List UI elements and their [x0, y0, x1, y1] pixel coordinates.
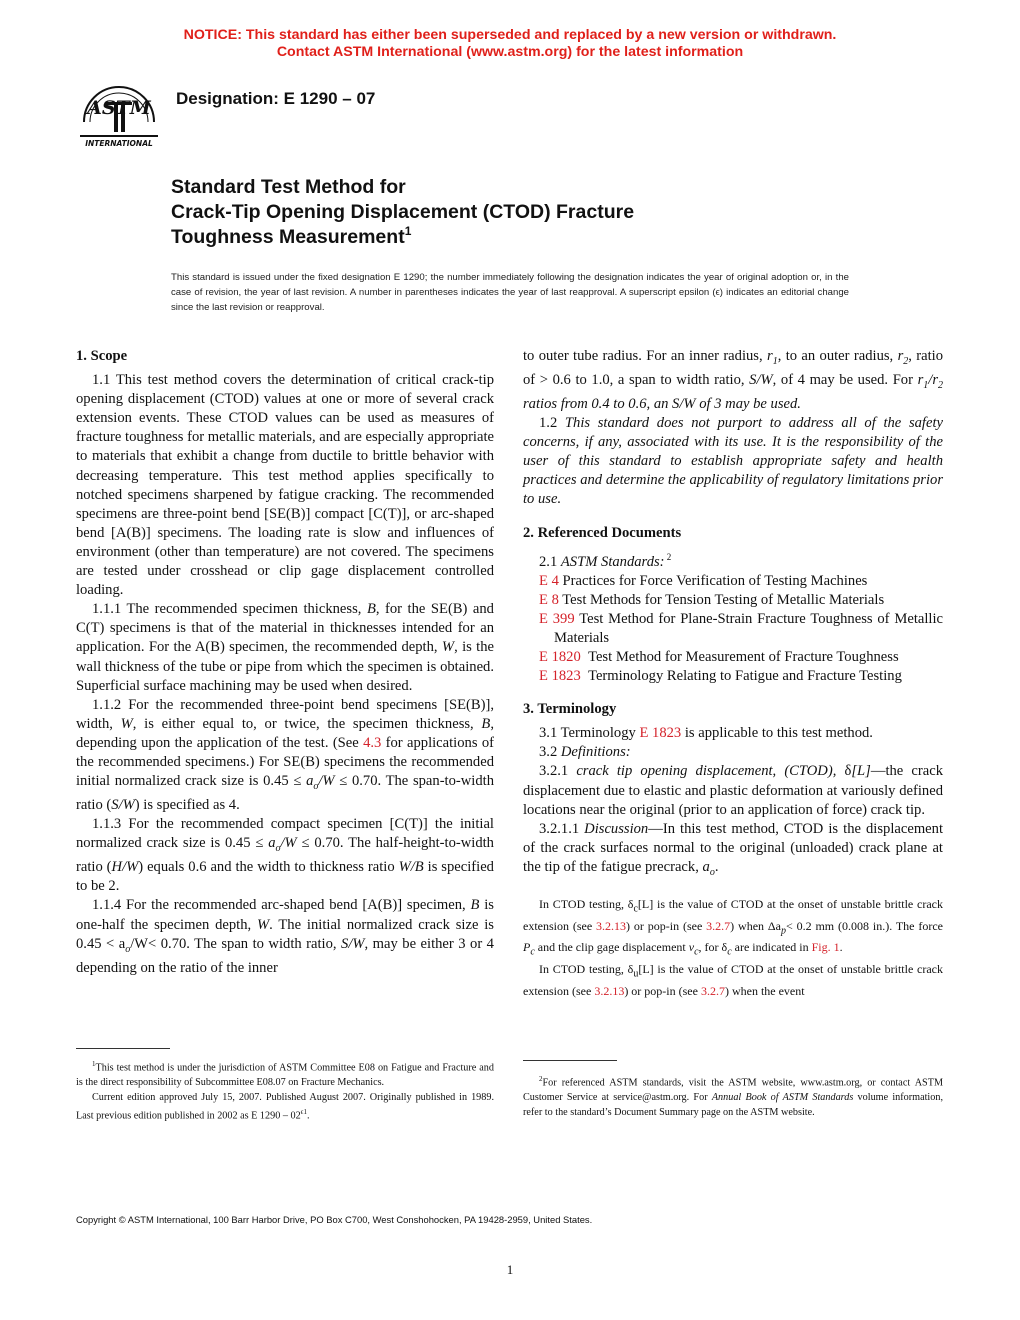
- footnote-2: $^2$For referenced ASTM standards, visit the ASTM website, www.astm.org, or contact ASTM Customer Service at service@astm.org. For Annual Book of ASTM Standards volume information, refer to the standard’s Document Summary page on the ASTM website.: [523, 1075, 943, 1119]
- para-1-1-4: 1.1.4 For the recommended arc-shaped bend [A(B)] specimen, B is one-half the specimen depth, W. The initial normalized crack size is $0.45 < a_o/W< 0.70$. The span to width ratio, S/W, may be either 3 or 4 depending on the ratio of the inner: [76, 897, 494, 976]
- footnote-left: [76, 1057, 494, 1124]
- reference-link-e4[interactable]: E 4: [539, 572, 559, 589]
- issue-statement: This standard is issued under the fixed designation E 1290; the number immediately following the designation indicates the year of original adoption or, in the case of revision, the year of last revision. A number in parentheses indicates the year of last reapproval. A superscript epsilon (ϵ) indicates an editorial change since the last revision or reapproval.: [171, 272, 849, 313]
- reference-item: E 4 Practices for Force Verification of Testing Machines: [539, 572, 868, 589]
- title-footnote-mark[interactable]: 1: [404, 224, 412, 238]
- figure-link-fig-1[interactable]: Fig. 1: [811, 940, 840, 955]
- footnote-right: [523, 1072, 943, 1120]
- note-link-3-2-7[interactable]: 3.2.7: [700, 983, 725, 998]
- note-delta-c: In CTOD testing, $\delta_c[L]$ is the value of CTOD at the onset of unstable brittle crack extension (see 3.2.13) or pop-in (see 3.2.7) when $\Delta a_p< 0.2$ mm (0.008 in.). The force $P_c$ and the clip gage displacement $v_c$, for $\delta_c$ are indicated in Fig. 1.: [523, 896, 944, 958]
- logo-text: ASTM: [87, 97, 151, 119]
- para-3-2-1-1: 3.2.1.1 Discussion—In this test method, CTOD is the displacement of the crack surfaces normal to the original (unloaded) crack plane at the tip of the fatigue precrack, $a_o$.: [523, 820, 943, 878]
- note-delta-u: In CTOD testing, $\delta_u[L]$ is the value of CTOD at the onset of unstable brittle crack extension (see 3.2.13) or pop-in (see 3.2.7) when the event: [523, 961, 943, 998]
- reference-list: [523, 572, 943, 687]
- reference-item: E 399 Test Method for Plane-Strain Fracture Toughness of Metallic Materials: [539, 610, 943, 646]
- terminology-heading: 3. Terminology: [523, 701, 617, 718]
- left-column: [76, 347, 494, 978]
- terminology-link-e1823[interactable]: E 1823: [639, 725, 682, 742]
- reference-item: E 1820 Test Method for Measurement of Fracture Toughness: [539, 648, 899, 665]
- para-3-1: 3.1 Terminology E 1823 is applicable to this test method.: [539, 725, 873, 742]
- footnote-1-edition: Current edition approved July 15, 2007. Published August 2007. Originally published in 1989. Last previous edition published in 2002 as E $1290 - 02^{\epsilon 1}$.: [76, 1092, 494, 1122]
- para-1-1-1: 1.1.1 The recommended specimen thickness, B, for the SE(B) and C(T) specimens is that of the material in thicknesses intended for an application. For the A(B) specimen, the recommended depth, W, is the wall thickness of the tube or pipe from which the specimen is obtained. Superficial surface machining may be used when desired.: [76, 601, 494, 694]
- title-line-3: Toughness Measurement$^1$: [171, 224, 412, 248]
- para-3-2: 3.2 Definitions:: [539, 744, 631, 761]
- para-1-1-3: 1.1.3 For the recommended compact specimen [C(T)] the initial normalized crack size is $0.45 \le a_o/W \le 0.70$. The half-height-to-width ratio (H/W) equals 0.6 and the width to thickness ratio W/B is specified to be 2.: [76, 816, 494, 895]
- footnote-rule-left: [76, 1048, 170, 1049]
- designation: Designation: E 1290 – 07: [176, 89, 376, 108]
- scope-heading: 1. Scope: [76, 348, 128, 364]
- reference-link-e1820[interactable]: E 1820: [539, 648, 581, 665]
- notice-line-1: NOTICE: This standard has either been superseded and replaced by a new version or withdrawn.: [183, 27, 837, 43]
- reference-link-e399[interactable]: E 399: [539, 610, 575, 627]
- para-1-1: 1.1 This test method covers the determination of critical crack-tip opening displacement (CTOD) values at one or more of several crack extension events. These CTOD values can be used as measures of fracture toughness for metallic materials, and are especially appropriate to materials that exhibit a change from ductile to brittle behavior with decreasing temperature. This test method applies specifically to notched specimens sharpened by fatigue cracking. The recommended specimens are three-point bend [SE(B)] compact [C(T)], or arc-shaped bend [A(B)] specimens. The loading rate is slow and influences of environment (other than temperature) are not covered. The specimens are tested under crosshead or clip gage displacement controlled loading.: [76, 372, 494, 599]
- reference-item: E 8 Test Methods for Tension Testing of Metallic Materials: [539, 591, 885, 608]
- note-link-3-2-13[interactable]: 3.2.13: [594, 983, 625, 998]
- logo-subtext: INTERNATIONAL: [85, 139, 153, 148]
- withdrawn-notice: [0, 27, 1020, 61]
- notice-line-2: Contact ASTM International (www.astm.org) for the latest information: [276, 44, 744, 60]
- referenced-documents-heading: 2. Referenced Documents: [523, 524, 682, 541]
- para-1-1-4-continued: to outer tube radius. For an inner radius, $r_1$, to an outer radius, $r_2$, ratio of > 0.6 to 1.0, a span to width ratio, S/W, of 4 may be used. For $r_1/r_2$ ratios from 0.4 to 0.6, an S/W of 3 may be used.: [523, 348, 944, 412]
- note-link-3-2-13[interactable]: 3.2.13: [596, 918, 627, 933]
- note-link-3-2-7[interactable]: 3.2.7: [706, 918, 731, 933]
- astm-logo-icon: [76, 78, 162, 150]
- astm-logo: [76, 78, 162, 150]
- footnote-1: $^1$This test method is under the jurisdiction of ASTM Committee E08 on Fatigue and Fracture and is the direct responsibility of Subcommittee E08.07 on Fracture Mechanics.: [76, 1060, 494, 1089]
- section-link-4-3[interactable]: 4.3: [363, 734, 382, 751]
- document-title: [171, 175, 871, 250]
- para-1-2: 1.2 This standard does not purport to address all of the safety concerns, if any, associated with its use. It is the responsibility of the user of this standard to establish appropriate safety and health practices and determine the applicability of regulatory limitations prior to use.: [523, 415, 943, 508]
- discussion-notes: [523, 896, 943, 1000]
- footnote-rule-right: [523, 1060, 617, 1061]
- para-3-2-1: 3.2.1 crack tip opening displacement, (CTOD), δ[L]—the crack displacement due to elastic and plastic deformation at variously defined locations near the original (prior to an application of force) crack tip.: [523, 763, 943, 818]
- para-2-1: 2.1 ASTM Standards: $^2$: [539, 551, 672, 570]
- title-line-2: Crack-Tip Opening Displacement (CTOD) Fracture: [171, 201, 635, 223]
- reference-link-e8[interactable]: E 8: [539, 591, 559, 608]
- reference-item: E 1823 Terminology Relating to Fatigue and Fracture Testing: [539, 668, 902, 685]
- reference-link-e1823[interactable]: E 1823: [539, 668, 581, 685]
- title-line-1: Standard Test Method for: [171, 176, 406, 198]
- right-column: [523, 347, 943, 1000]
- copyright-line: Copyright © ASTM International, 100 Barr Harbor Drive, PO Box C700, West Conshohocken, PA 19428-2959, United States.: [76, 1214, 593, 1225]
- para-1-1-2: 1.1.2 For the recommended three-point bend specimens [SE(B)], width, W, is either equal to, or twice, the specimen thickness, B, depending upon the application of the test. (See 4.3 for applications of the recommended specimens.) For SE(B) specimens the recommended initial normalized crack size is $0.45 \le a_o/W \le 0.70$. The span-to-width ratio (S/W) is specified as 4.: [76, 696, 495, 814]
- page-number: 1: [506, 1262, 514, 1277]
